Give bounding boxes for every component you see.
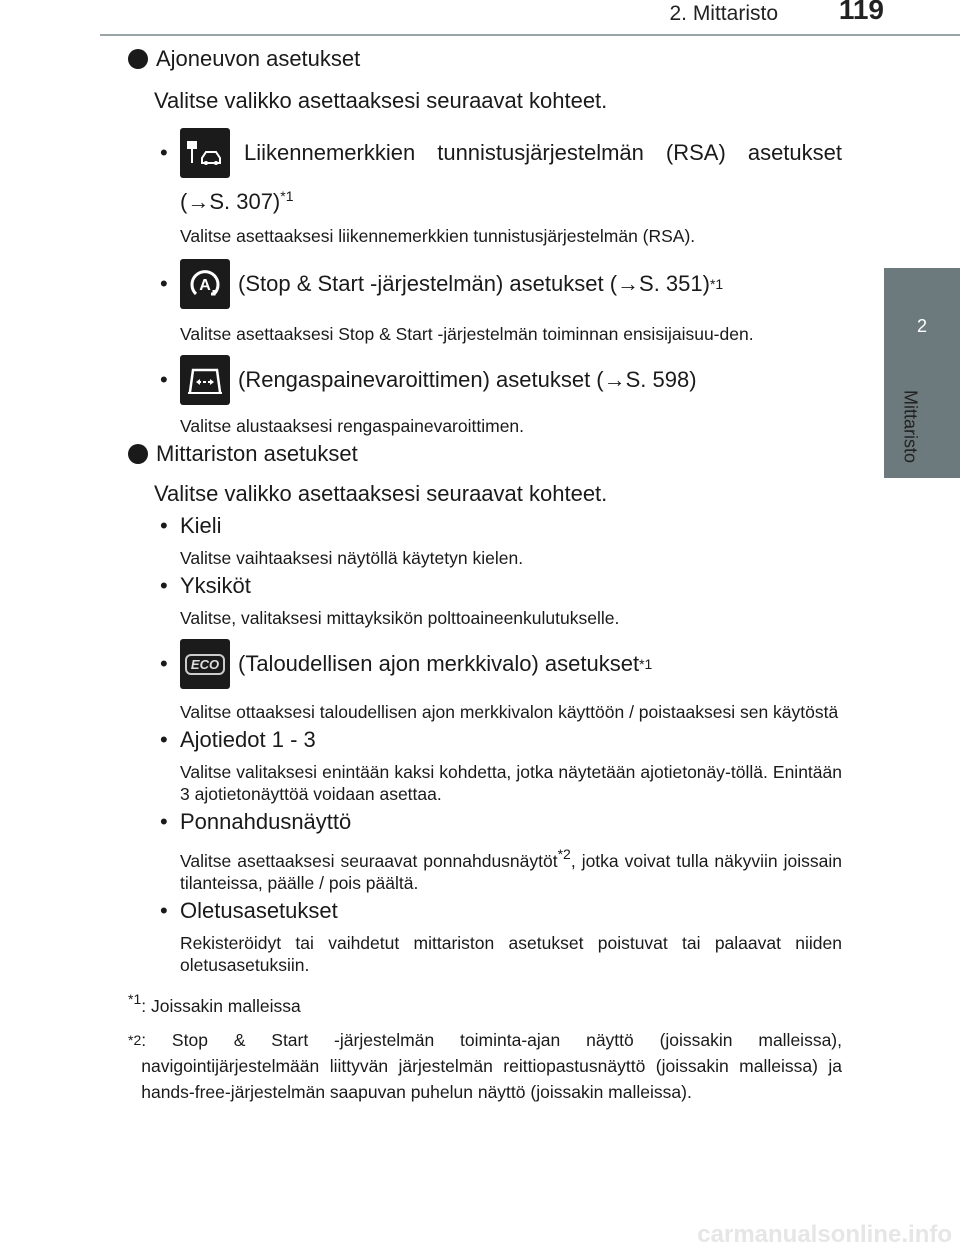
list-item: • Kieli	[160, 513, 222, 538]
item-title: (Taloudellisen ajon merkkivalo) asetukset	[238, 651, 640, 676]
header-divider	[100, 34, 960, 36]
list-item: • Ponnahdusnäyttö	[160, 809, 352, 834]
list-item: • Oletusasetukset	[160, 898, 338, 923]
footnote-ref: *1	[280, 188, 294, 204]
chapter-title: 2. Mittaristo	[669, 2, 778, 25]
bullet-circle-icon	[128, 49, 148, 69]
item-title: Ponnahdusnäyttö	[180, 809, 352, 834]
road-sign-car-icon	[180, 128, 230, 178]
footnote-ref: *2	[557, 846, 571, 862]
page-number: 119	[838, 0, 884, 25]
section-intro: Valitse valikko asettaaksesi seuraavat kohteet.	[154, 88, 608, 113]
section-title: Ajoneuvon asetukset	[156, 46, 361, 71]
tire-pressure-icon	[180, 355, 230, 405]
item-description: Valitse valitaksesi enintään kaksi kohdetta, jotka näytetään ajotietonäy-töllä. Enintään 3 ajotietonäyttöä voidaan asettaa.	[180, 762, 842, 804]
list-item: • Yksiköt	[160, 573, 251, 598]
list-item: • Liikennemerkkien tunnistusjärjestelmän (RSA) asetukset	[160, 128, 842, 178]
item-title: Liikennemerkkien tunnistusjärjestelmän (RSA) asetukset	[244, 140, 842, 165]
svg-text:A: A	[199, 277, 211, 294]
item-description: Valitse asettaaksesi liikennemerkkien tunnistusjärjestelmän (RSA).	[180, 226, 696, 246]
item-title: (Stop & Start -järjestelmän) asetukset (→S. 351)	[238, 271, 710, 296]
list-item: • ECO (Taloudellisen ajon merkkivalo) asetukset *1	[160, 639, 842, 689]
stop-start-icon	[180, 259, 230, 309]
list-item: • (Rengaspainevaroittimen) asetukset (→S. 598)	[160, 355, 842, 405]
item-description: Valitse vaihtaaksesi näytöllä käytetyn kielen.	[180, 548, 524, 568]
section-heading	[128, 441, 842, 467]
chapter-tab-label: Mittaristo	[900, 389, 921, 463]
footnote-ref: *1	[639, 656, 653, 672]
item-description: Valitse asettaaksesi Stop & Start -järjestelmän toiminnan ensisijaisuu-den.	[180, 324, 754, 344]
eco-icon-label: ECO	[185, 654, 225, 675]
footnote: *2 : Stop & Start -järjestelmän toiminta-ajan näyttö (joissakin malleissa), navigointijärjestelmään liittyvän järjestelmän reittiopastusnäyttö (joissakin malleissa) ja hands-free-järjestelmän saapuvan puhelun näyttö (joissakin malleissa).	[128, 1027, 842, 1105]
eco-icon	[180, 639, 230, 689]
section-intro: Valitse valikko asettaaksesi seuraavat kohteet.	[154, 481, 608, 506]
section-heading	[128, 46, 842, 72]
footnote-mark: *2	[128, 1032, 142, 1048]
bullet-circle-icon	[128, 444, 148, 464]
list-item: • Ajotiedot 1 - 3	[160, 727, 316, 752]
item-title: Oletusasetukset	[180, 898, 338, 923]
chapter-tab-label-wrap	[888, 378, 928, 478]
item-title: Kieli	[180, 513, 222, 538]
item-description: Rekisteröidyt tai vaihdetut mittariston asetukset poistuvat tai palaavat niiden oletusasetuksiin.	[180, 933, 842, 975]
chapter-tab-number: 2	[916, 316, 927, 336]
item-title-continued: (→S. 307)$^{*1}$	[180, 188, 294, 214]
item-description: Valitse, valitaksesi mittayksikön polttoaineenkulutukselle.	[180, 608, 620, 628]
item-title: (Rengaspainevaroittimen) asetukset (→S. 598)	[238, 367, 697, 392]
item-title: Yksiköt	[180, 573, 251, 598]
footnote-mark: *1	[128, 991, 142, 1007]
page-header	[0, 0, 960, 40]
item-title: Ajotiedot 1 - 3	[180, 727, 316, 752]
item-description: Valitse asettaaksesi seuraavat ponnahdusnäytöt$^{*2}$, jotka voivat tulla näkyviin joissain tilanteissa, päälle / pois päältä.	[180, 846, 843, 893]
list-item: • A (Stop & Start -järjestelmän) asetukset (→S. 351) *1	[160, 259, 842, 309]
footnote-ref: *1	[709, 276, 724, 292]
footnote: $^{*1}$: Joissakin malleissa	[128, 991, 301, 1016]
section-title: Mittariston asetukset	[156, 441, 358, 466]
item-description: Valitse ottaaksesi taloudellisen ajon merkkivalon käyttöön / poistaaksesi sen käytöstä	[180, 702, 839, 722]
watermark: carmanualsonline.info	[697, 1221, 952, 1248]
item-description: Valitse alustaaksesi rengaspainevaroittimen.	[180, 416, 525, 436]
page-content	[128, 40, 842, 1105]
